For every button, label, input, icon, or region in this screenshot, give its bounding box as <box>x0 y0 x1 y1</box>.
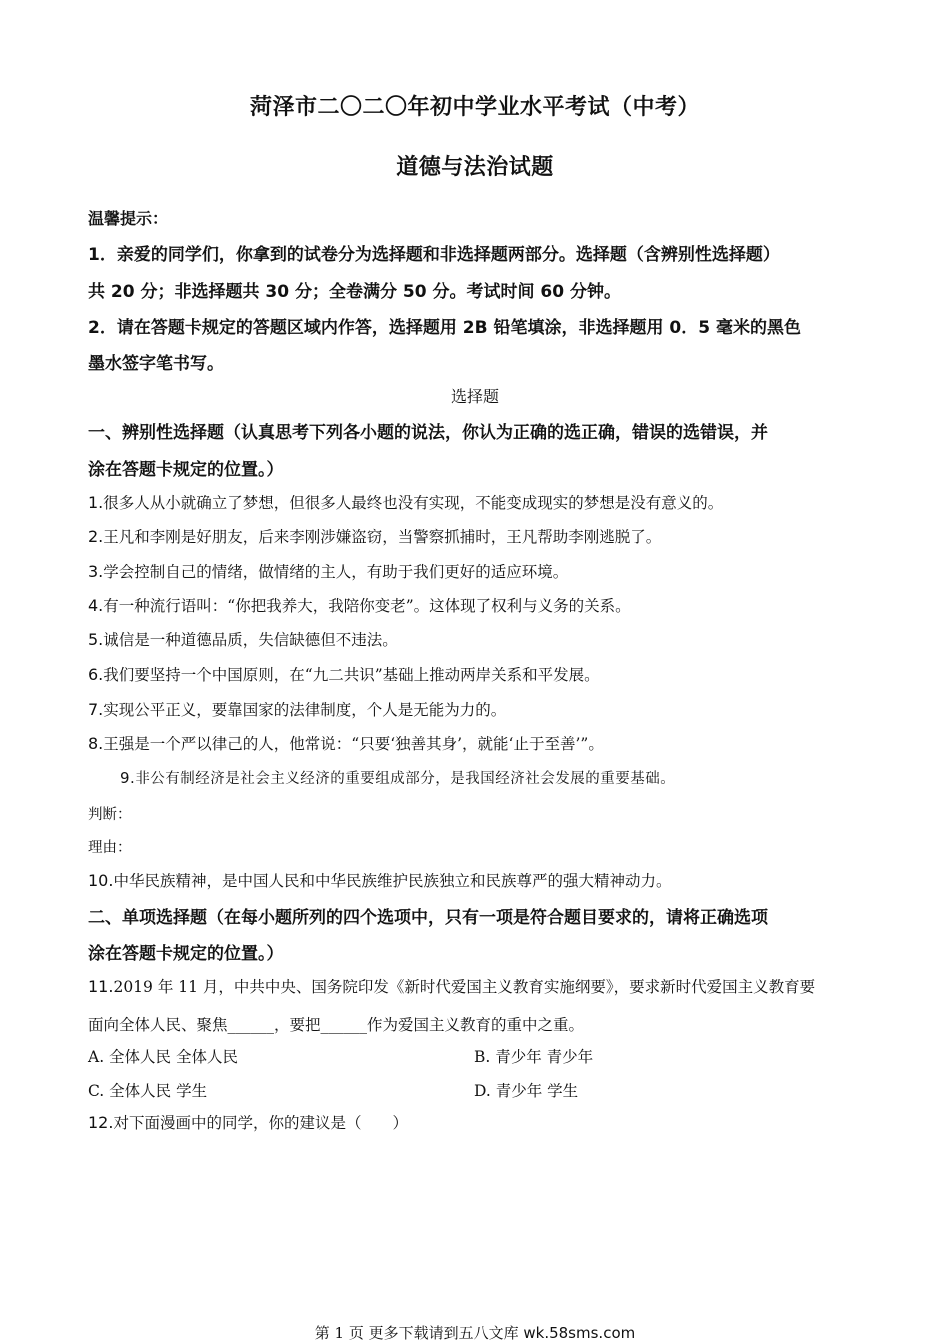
option-a: A. 全体人民 全体人民 <box>88 1048 238 1066</box>
question-1 <box>88 491 723 513</box>
question-text: 诚信是一种道德品质，失信缺德但不违法。 <box>103 631 398 649</box>
option-b: B. 青少年 青少年 <box>474 1048 594 1066</box>
question-text: 实现公平正义，要靠国家的法律制度，个人是无能为力的。 <box>103 701 507 719</box>
question-number: 9. <box>120 769 136 787</box>
question-9 <box>120 767 675 788</box>
notice-heading: 温馨提示： <box>88 209 169 228</box>
question-8 <box>88 732 604 754</box>
question-10 <box>88 869 671 891</box>
question-7 <box>88 698 506 720</box>
question-4 <box>88 594 631 616</box>
question-text: 2019 年 11 月，中共中央、国务院印发《新时代爱国主义教育实施纲要》，要求新时代爱国主义教育要 <box>113 978 816 996</box>
question-text: 王强是一个严以律己的人，他常说：“只要‘独善其身’，就能‘止于至善’”。 <box>103 735 604 753</box>
question-11-line2: 面向全体人民、聚焦______，要把______作为爱国主义教育的重中之重。 <box>88 1016 585 1034</box>
question-number: 7. <box>88 700 104 719</box>
question-number: 2. <box>88 527 104 546</box>
question-number: 12. <box>88 1113 114 1132</box>
question-number: 1. <box>88 493 104 512</box>
question-text: 中华民族精神，是中国人民和中华民族维护民族独立和民族尊严的强大精神动力。 <box>113 872 672 890</box>
judge-label: 判断： <box>88 807 132 823</box>
question-text: 非公有制经济是社会主义经济的重要组成部分，是我国经济社会发展的重要基础。 <box>135 771 676 787</box>
notice-1-line2: 共 20 分；非选择题共 30 分；全卷满分 50 分。考试时间 60 分钟。 <box>88 282 621 302</box>
exam-title: 菏泽市二〇二〇年初中学业水平考试（中考） <box>249 95 700 120</box>
question-number: 4. <box>88 596 104 615</box>
question-3 <box>88 560 568 582</box>
notice-1-line1: 1．亲爱的同学们，你拿到的试卷分为选择题和非选择题两部分。选择题（含辨别性选择题） <box>88 245 780 265</box>
footer-url[interactable]: wk.58sms.com <box>523 1324 636 1342</box>
footer-text: 第 1 页 更多下载请到五八文库 <box>314 1324 524 1342</box>
question-text: 我们要坚持一个中国原则，在“九二共识”基础上推动两岸关系和平发展。 <box>103 666 600 684</box>
notice-2-line2: 墨水签字笔书写。 <box>88 354 224 374</box>
question-text: 学会控制自己的情绪，做情绪的主人，有助于我们更好的适应环境。 <box>103 563 569 581</box>
question-text: 有一种流行语叫：“你把我养大，我陪你变老”。这体现了权利与义务的关系。 <box>103 597 631 615</box>
part2-heading-line1: 二、单项选择题（在每小题所列的四个选项中，只有一项是符合题目要求的，请将正确选项 <box>88 908 768 928</box>
reason-label: 理由： <box>88 840 132 856</box>
question-number: 10. <box>88 871 114 890</box>
question-text: 对下面漫画中的同学，你的建议是（ ） <box>113 1114 408 1132</box>
option-c: C. 全体人民 学生 <box>88 1082 208 1100</box>
question-number: 11. <box>88 977 114 996</box>
part1-heading-line2: 涂在答题卡规定的位置。） <box>88 460 284 480</box>
question-5 <box>88 628 398 650</box>
question-text: 很多人从小就确立了梦想，但很多人最终也没有实现，不能变成现实的梦想是没有意义的。 <box>103 494 724 512</box>
question-number: 6. <box>88 665 104 684</box>
page-footer <box>0 1322 950 1343</box>
part1-heading-line1: 一、辨别性选择题（认真思考下列各小题的说法，你认为正确的选正确，错误的选错误，并 <box>88 423 768 443</box>
question-2 <box>88 525 661 547</box>
exam-subtitle: 道德与法治试题 <box>396 155 554 180</box>
question-number: 8. <box>88 734 104 753</box>
question-number: 3. <box>88 562 104 581</box>
question-6 <box>88 663 600 685</box>
notice-2-line1: 2．请在答题卡规定的答题区域内作答，选择题用 2B 铅笔填涂，非选择题用 0．5 毫米的黑色 <box>88 318 801 338</box>
question-text: 王凡和李刚是好朋友，后来李刚涉嫌盗窃，当警察抓捕时，王凡帮助李刚逃脱了。 <box>103 528 662 546</box>
question-12 <box>88 1111 408 1133</box>
section-label: 选择题 <box>450 387 499 406</box>
question-number: 5. <box>88 630 104 649</box>
option-d: D. 青少年 学生 <box>474 1082 579 1100</box>
question-11 <box>88 975 815 997</box>
part2-heading-line2: 涂在答题卡规定的位置。） <box>88 944 284 964</box>
